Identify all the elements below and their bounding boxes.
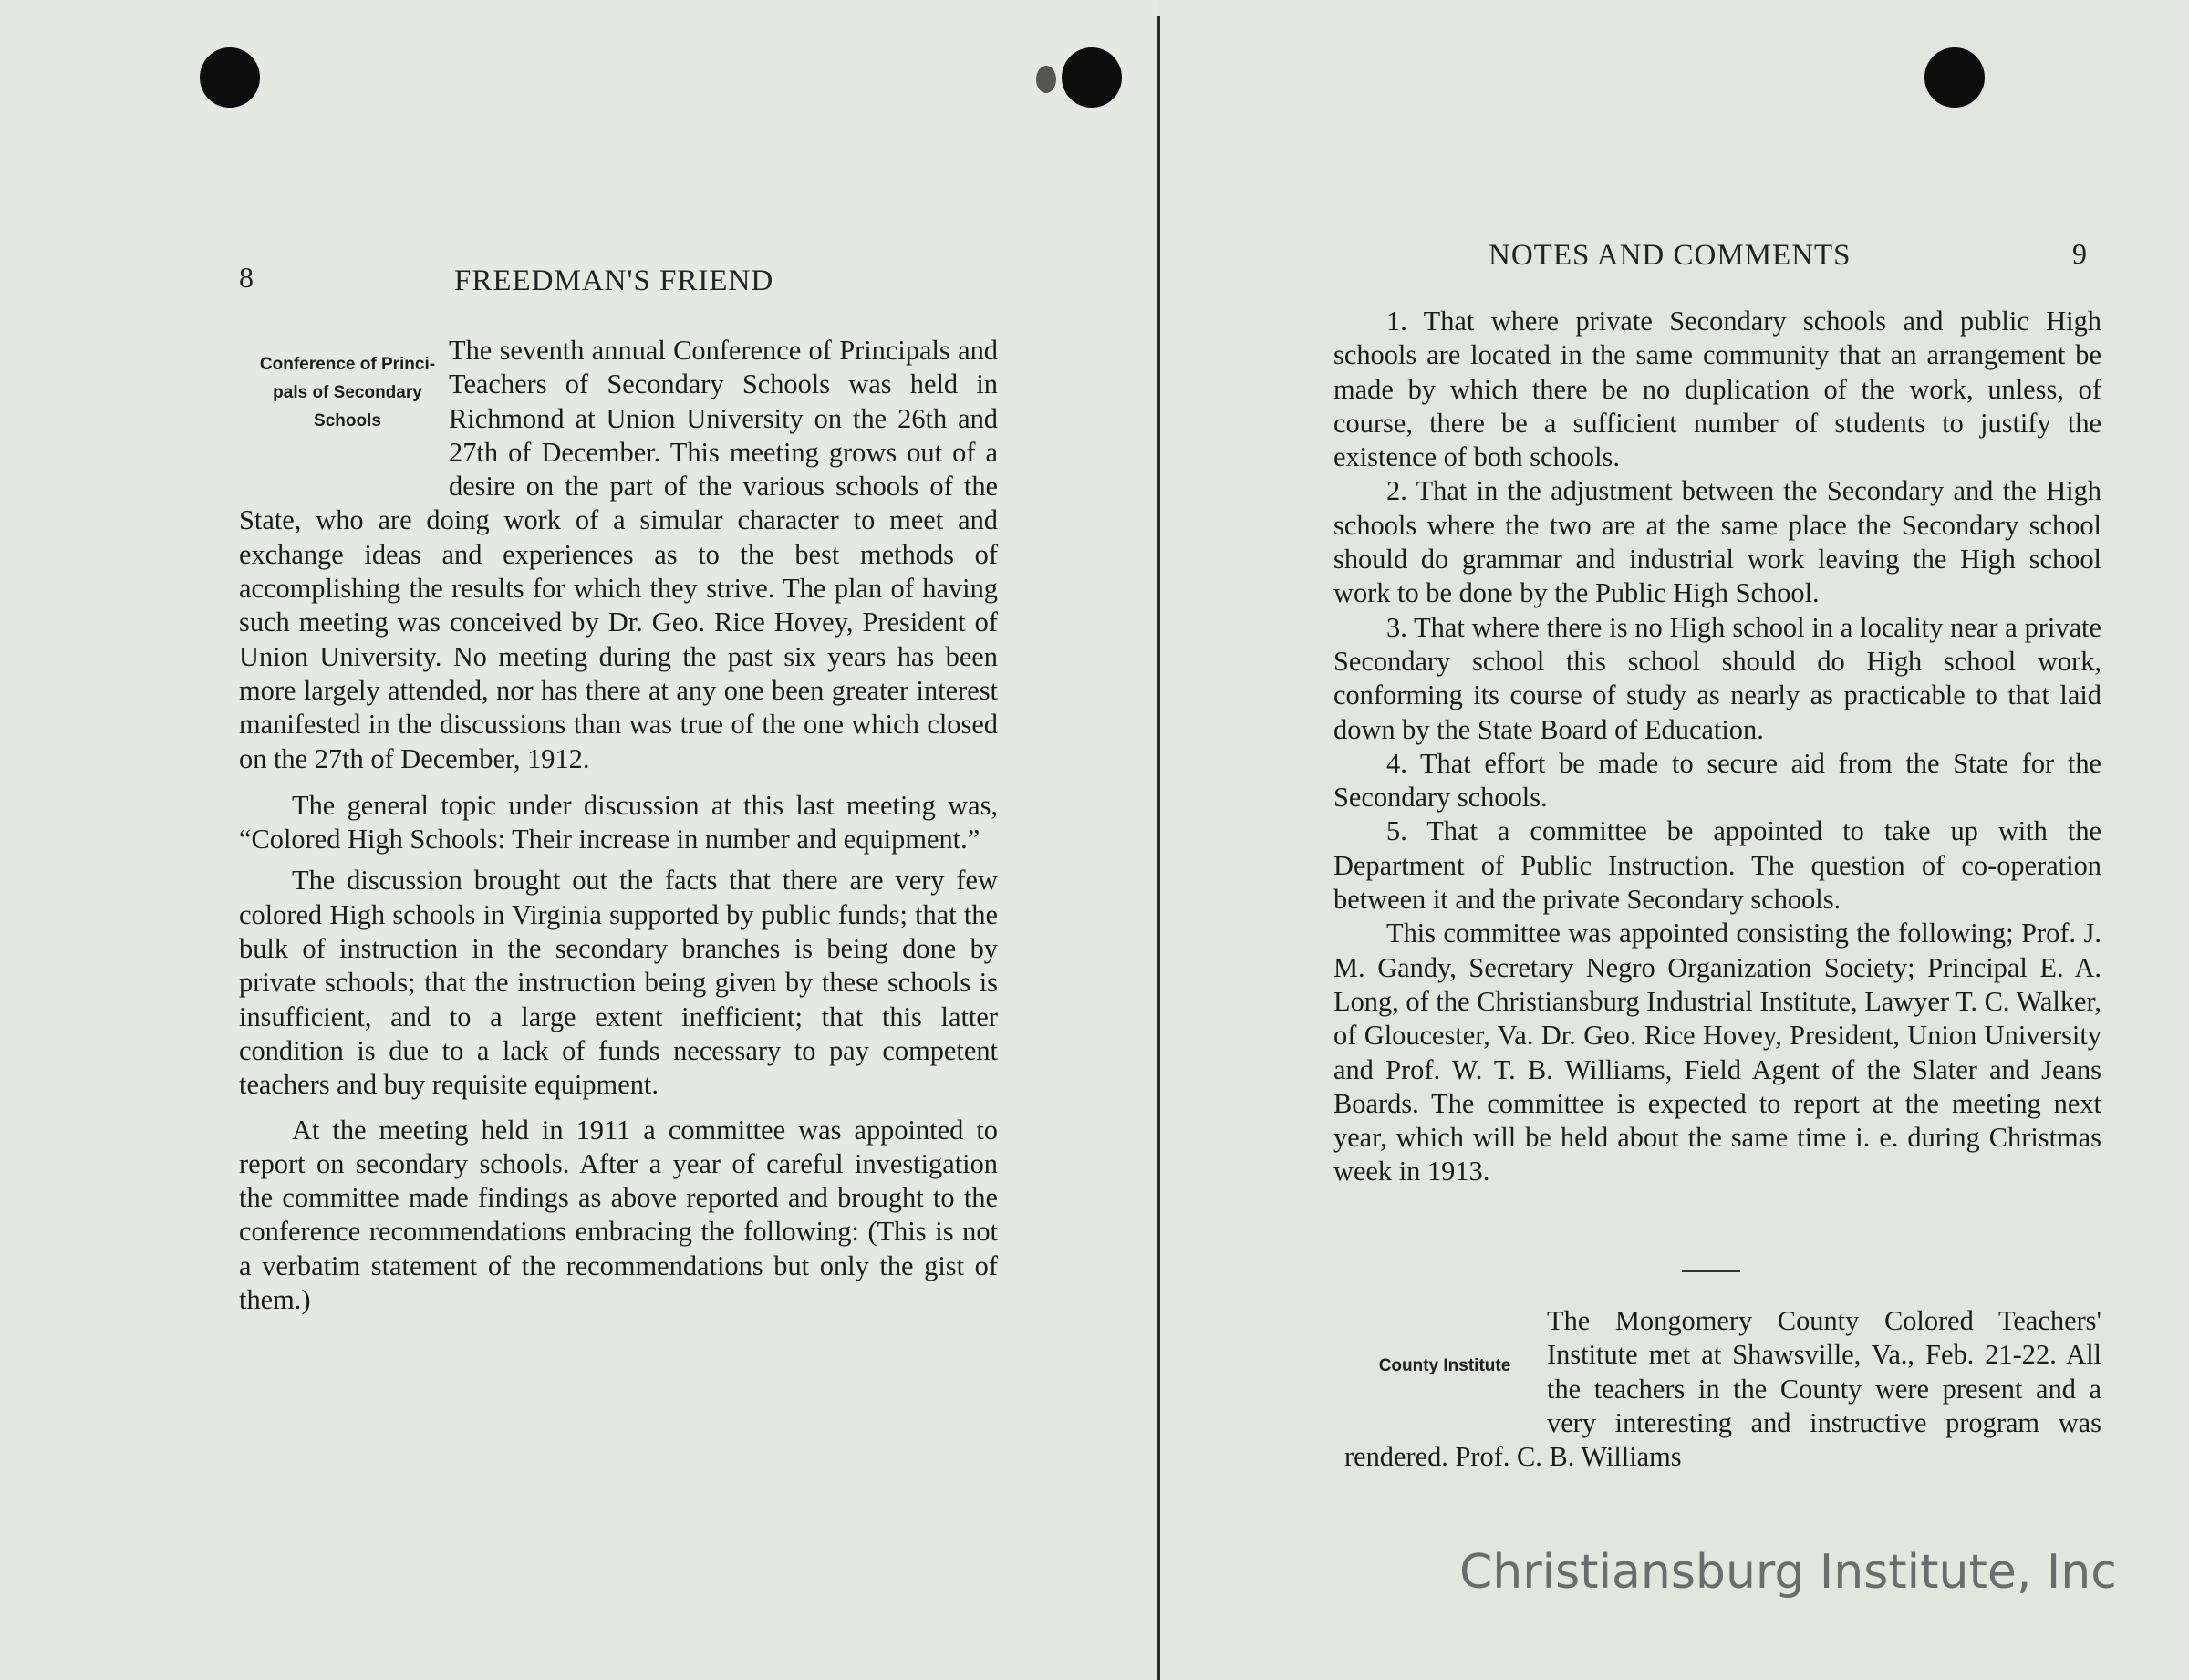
county-institute-body <box>1344 1304 2101 1474</box>
paragraph: At the meeting held in 1911 a committee was appointed to report on secondary schools. After a year of careful investigation the committee made findings as above reported and brought to the conference recommendations embracing the following: (This is not a verbatim statement of the recommendations but only the gist of them.) <box>239 1114 998 1316</box>
page-number: 8 <box>239 261 254 294</box>
margin-heading: County Institute <box>1378 1356 1511 1375</box>
punch-hole <box>1924 47 1985 108</box>
paragraph: This committee was appointed consisting the following; Prof. J. M. Gandy, Secretary Negro Organization Society; Principal E. A. Long, of the Christiansburg Industrial Institute, Lawyer T. C. Walker, of Gloucester, Va. Dr. Geo. Rice Hovey, President, Union University and Prof. W. T. B. Williams, Field Agent of the Slater and Jeans Boards. The committee is expected to report at the meeting next year, which will be held about the same time i. e. during Christmas week in 1913. <box>1333 918 2101 1187</box>
punch-hole <box>200 47 260 108</box>
punch-hole <box>1062 47 1122 108</box>
article-body <box>239 334 998 1317</box>
paragraph: The Mongomery County Colored Teachers' Institute met at Shawsville, Va., Feb. 21-22. All the teachers in the County were present and a very interesting and instructive program was rendered. Prof. C. B. Williams <box>1344 1305 2101 1473</box>
paragraph: The general topic under discussion at this last meeting was, “Colored High Schools: Their increase in number and equipment.” <box>239 789 998 856</box>
recommendation-item: 3. That where there is no High school in a locality near a private Secondary school this school should do High school work, conforming its course of study as nearly as practicable to that laid down by the State Board of Education. <box>1333 611 2101 745</box>
recommendations-body <box>1333 305 2101 1189</box>
watermark: Christiansburg Institute, Inc <box>1459 1545 2117 1600</box>
recommendation-item: 4. That effort be made to secure aid from the State for the Secondary schools. <box>1333 747 2101 814</box>
recommendation-item: 2. That in the adjustment between the Secondary and the High schools where the two are at the same place the Secondary school should do grammar and industrial work leaving the High school work to be done by the Public High School. <box>1333 475 2101 609</box>
book-spine <box>1157 16 1160 1680</box>
recommendation-item: 1. That where private Secondary schools and public High schools are located in the same community that an arrangement be made by which there be no duplication of the work, unless, of course, there be a sufficient number of students to justify the existence of both schools. <box>1333 306 2101 473</box>
running-head: NOTES AND COMMENTS <box>1489 239 1852 272</box>
page-number: 9 <box>2072 237 2087 270</box>
paragraph: The discussion brought out the facts that there are very few colored High schools in Virginia supported by public funds; that the bulk of instruction in the secondary branches is being done by private schools; that the instruction being given by these schools is insufficient, and to a large extent inefficient; that this latter condition is due to a lack of funds necessary to pay competent teachers and buy requisite equipment. <box>239 865 998 1101</box>
ink-speck <box>1036 66 1056 93</box>
running-head: FREEDMAN'S FRIEND <box>454 264 774 297</box>
section-divider <box>1682 1270 1740 1272</box>
margin-heading: Conference of Princi- pals of Secondary Schools <box>259 355 436 430</box>
recommendation-item: 5. That a committee be appointed to take up with the Department of Public Instruction. The question of co-operation between it and the private Secondary schools. <box>1333 815 2101 916</box>
right-page <box>1162 0 2189 1680</box>
paragraph: The seventh annual Conference of Principals and Teachers of Secondary Schools was held in Richmond at Union University on the 26th and 27th of December. This meeting grows out of a desire on the part of the various schools of the State, who are doing work of a simular character to meet and exchange ideas and experiences as to the best methods of accomplishing the results for which they strive. The plan of having such meeting was conceived by Dr. Geo. Rice Hovey, President of Union University. No meeting during the past six years has been more largely attended, nor has there at any one been greater interest manifested in the discussions than was true of the one which closed on the 27th of December, 1912. <box>239 335 998 774</box>
